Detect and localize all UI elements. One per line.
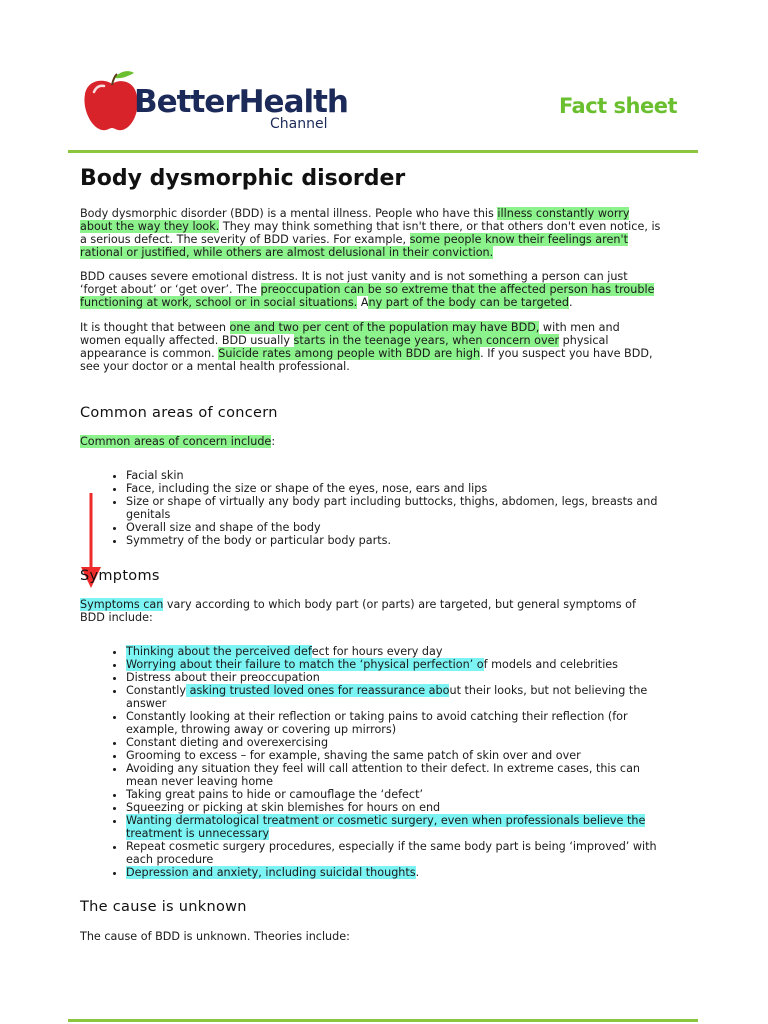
document-body (80, 160, 662, 943)
section-heading-cause: The cause is unknown (80, 899, 247, 915)
highlight-green: preoccupation can be so extreme that the affected person has trouble functioning at work, school or in social situations. (80, 283, 655, 309)
brand-name: BetterHealth (134, 84, 349, 120)
highlight-cyan: Thinking about the perceived def (126, 645, 312, 658)
list-item: • Constantly asking trusted loved ones for reassurance about their looks, but not believing the answer (126, 684, 662, 710)
section-heading-common-areas: Common areas of concern (80, 405, 278, 421)
document-title: Body dysmorphic disorder (80, 166, 406, 191)
list-item (126, 814, 662, 840)
list-item: • Constant dieting and overexercising (126, 736, 662, 749)
highlight-cyan: Wanting dermatological treatment or cosmetic surgery, even when professionals believe the treatment is unnecessary (126, 814, 646, 840)
highlight-green: Suicide rates among people with BDD are high (218, 347, 481, 360)
list-item: • Taking great pains to hide or camouflage the ‘defect’ (126, 788, 662, 801)
list-item: • Grooming to excess – for example, shaving the same patch of skin over and over (126, 749, 662, 762)
list-item: • Facial skin (126, 469, 662, 482)
intro-paragraph-2: BDD causes severe emotional distress. It is not just vanity and is not something a person can just ‘forget about’ or ‘get over’. The preoccupation can be so extreme that the affected person has trouble functioning at work, school or in social situations. Any part of the body can be targeted. (80, 270, 655, 309)
highlight-cyan: Symptoms can (80, 598, 164, 611)
intro-paragraph-1: Body dysmorphic disorder (BDD) is a mental illness. People who have this illness constantly worry about the way they look. They may think something that isn't there, or that others don't even notice, is a serious defect. The severity of BDD varies. For example, some people know their feelings aren't rational or justified, while others are almost delusional in their conviction. (80, 207, 661, 259)
list-item: • Face, including the size or shape of the eyes, nose, ears and lips (126, 482, 662, 495)
list-item: • Squeezing or picking at skin blemishes for hours on end (126, 801, 662, 814)
cause-paragraph: The cause of BDD is unknown. Theories include: (80, 930, 350, 943)
list-item: • Constantly looking at their reflection or taking pains to avoid catching their reflection (for example, throwing away or covering up mirrors) (126, 710, 662, 736)
highlight-cyan: Worrying about their failure to match the ‘physical perfection’ o (126, 658, 484, 671)
list-item: • Depression and anxiety, including suicidal thoughts. (126, 866, 662, 879)
highlight-green: starts in the teenage years, when concern over (293, 334, 560, 347)
highlight-cyan: asking trusted loved ones for reassurance abo (186, 684, 450, 697)
list-item: • Symmetry of the body or particular body parts. (126, 534, 662, 547)
header-divider (68, 150, 698, 153)
highlight-green: some people know their feelings aren't rational or justified, while others are almost delusional in their conviction. (80, 233, 628, 259)
list-item: • Repeat cosmetic surgery procedures, especially if the same body part is being ‘improved’ with each procedure (126, 840, 662, 866)
brand-subname: Channel (270, 116, 328, 132)
list-item: • Avoiding any situation they feel will call attention to their defect. In extreme cases, this can mean never leaving home (126, 762, 662, 788)
highlight-green: ny part of the body can be targeted (368, 296, 569, 309)
intro-paragraph-3: It is thought that between one and two per cent of the population may have BDD, with men and women equally affected. BDD usually starts in the teenage years, when concern over physical appearance is common. Suicide rates among people with BDD are high. If you suspect you have BDD, see your doctor or a mental health professional. (80, 321, 653, 373)
document-type-label: Fact sheet (558, 94, 677, 118)
list-item: • Thinking about the perceived defect for hours every day (126, 645, 662, 658)
highlight-green: one and two per cent of the population may have BDD, (229, 321, 540, 334)
highlight-green: Common areas of concern include (80, 435, 272, 448)
common-areas-list (80, 469, 662, 547)
list-item: • Distress about their preoccupation (126, 671, 662, 684)
footer-divider (68, 1019, 698, 1022)
section-heading-symptoms: Symptoms (80, 568, 160, 584)
document-header (82, 70, 682, 136)
symptoms-list (80, 645, 662, 879)
list-item: • Overall size and shape of the body (126, 521, 662, 534)
list-item: • Worrying about their failure to match the ‘physical perfection’ of models and celebrities (126, 658, 662, 671)
list-item: • Size or shape of virtually any body part including buttocks, thighs, abdomen, legs, breasts and genitals (126, 495, 662, 521)
common-areas-intro: Common areas of concern include: (80, 435, 276, 448)
highlight-cyan: Depression and anxiety, including suicidal thoughts (126, 866, 416, 879)
apple-logo-icon (82, 70, 142, 134)
highlight-green: illness constantly worry about the way they look. (80, 207, 630, 233)
symptoms-intro: Symptoms can vary according to which body part (or parts) are targeted, but general symptoms of BDD include: (80, 598, 636, 624)
